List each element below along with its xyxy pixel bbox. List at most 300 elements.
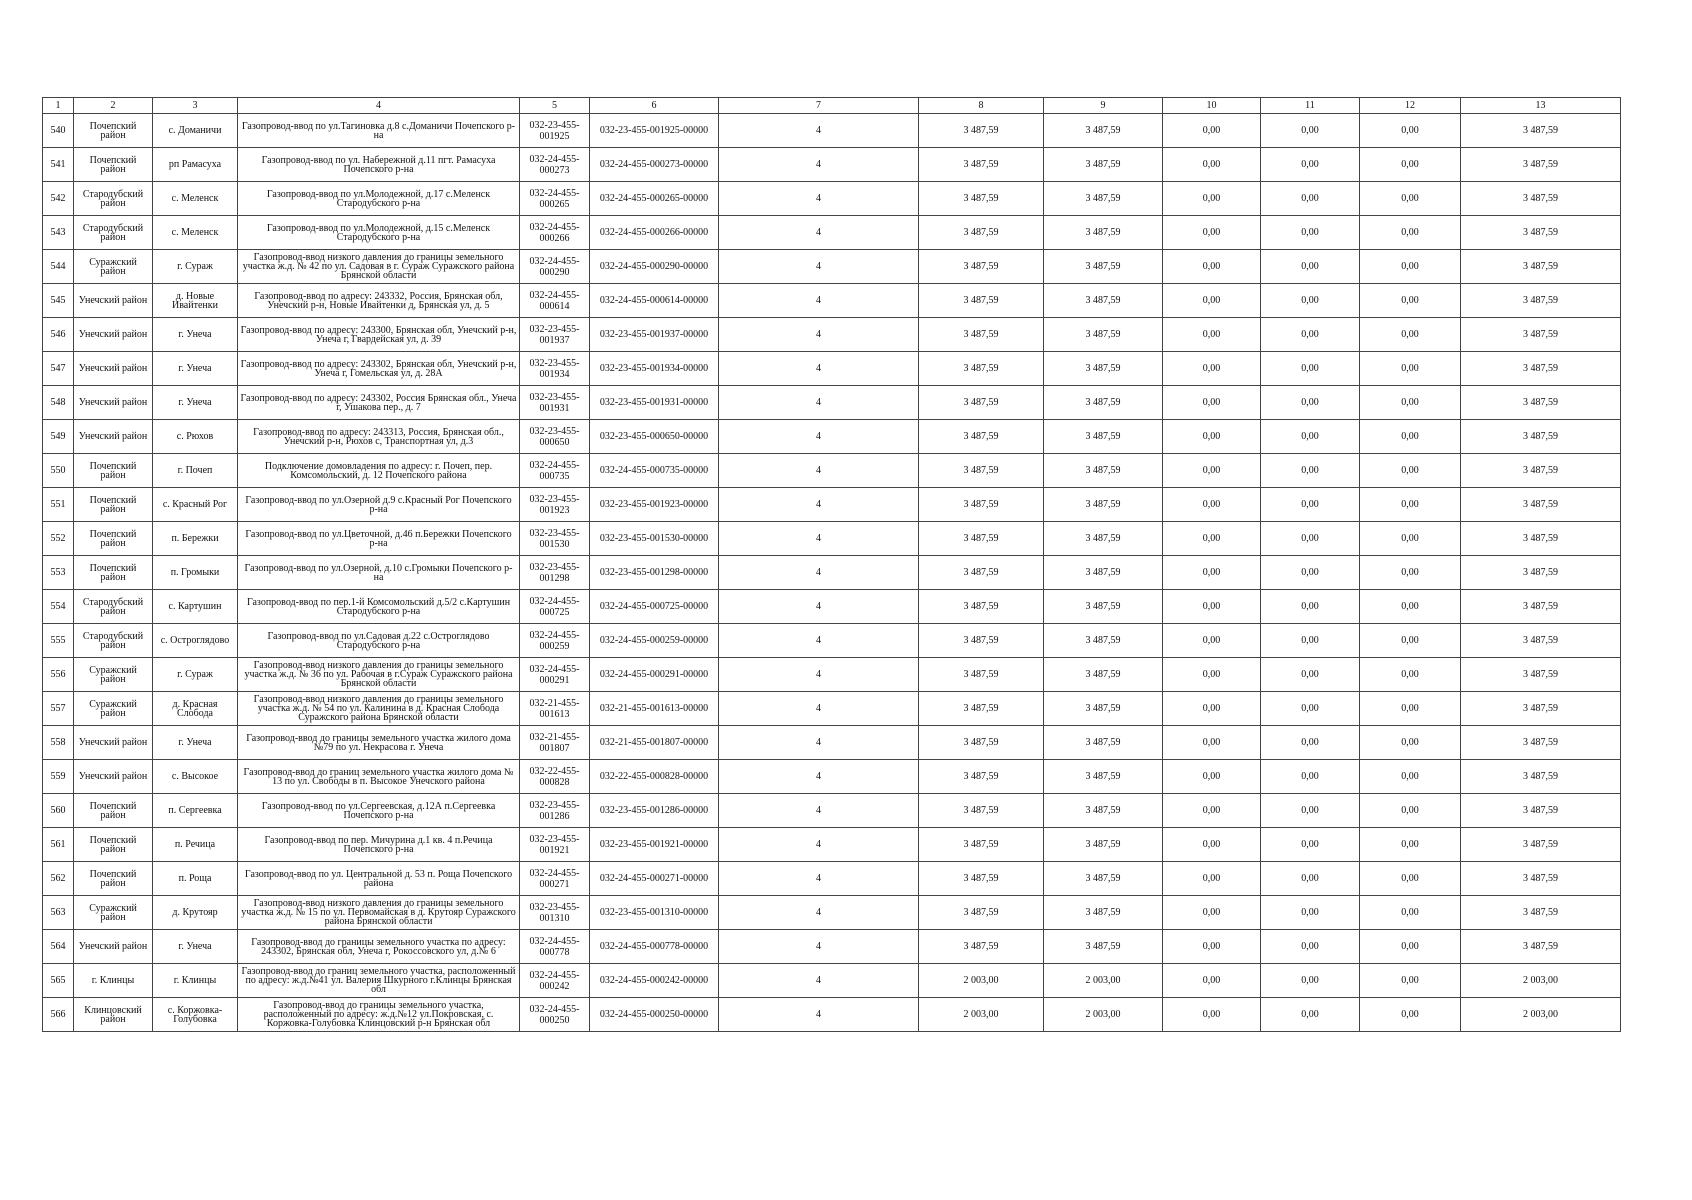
cell-column-13: 3 487,59 [1461,828,1621,862]
cell-column-12: 0,00 [1360,522,1461,556]
cell-inventory-code: 032-23-455-001530-00000 [590,522,719,556]
cell-district: Унечский район [74,318,153,352]
cell-column-11: 0,00 [1261,488,1360,522]
cell-column-12: 0,00 [1360,658,1461,692]
cell-short-code: 032-24-455-000614 [520,284,590,318]
column-header: 4 [238,98,520,114]
cell-district: Унечский район [74,420,153,454]
cell-column-13: 2 003,00 [1461,964,1621,998]
cell-settlement: г. Унеча [153,726,238,760]
cell-column-11: 0,00 [1261,828,1360,862]
cell-settlement: с. Доманичи [153,114,238,148]
cell-object-description: Газопровод-ввод по пер.1-й Комсомольский д.5/2 с.Картушин Стародубского р-на [238,590,520,624]
cell-column-13: 3 487,59 [1461,556,1621,590]
cell-column-8: 3 487,59 [919,488,1044,522]
cell-object-description: Газопровод-ввод низкого давления до границы земельного участка ж.д. № 54 по ул. Калинина в д. Красная Слобода Суражского района Брянской области [238,692,520,726]
cell-column-13: 3 487,59 [1461,454,1621,488]
cell-column-10: 0,00 [1163,386,1261,420]
cell-short-code: 032-23-455-001921 [520,828,590,862]
cell-object-description: Газопровод-ввод по ул.Сергеевская, д.12А п.Сергеевка Почепского р-на [238,794,520,828]
cell-column-8: 3 487,59 [919,250,1044,284]
table-row [43,930,1621,964]
cell-column-11: 0,00 [1261,216,1360,250]
cell-column-8: 3 487,59 [919,726,1044,760]
cell-district: Почепский район [74,488,153,522]
cell-column-12: 0,00 [1360,114,1461,148]
cell-settlement: г. Клинцы [153,964,238,998]
cell-district: Унечский район [74,352,153,386]
cell-column-8: 3 487,59 [919,760,1044,794]
cell-column-10: 0,00 [1163,828,1261,862]
cell-column-7: 4 [719,692,919,726]
cell-column-8: 3 487,59 [919,556,1044,590]
cell-district: Почепский район [74,148,153,182]
register-table [42,97,1621,1032]
column-header: 13 [1461,98,1621,114]
cell-inventory-code: 032-23-455-001298-00000 [590,556,719,590]
cell-column-9: 2 003,00 [1044,964,1163,998]
cell-column-8: 3 487,59 [919,216,1044,250]
column-header: 11 [1261,98,1360,114]
table-row [43,454,1621,488]
table-row [43,828,1621,862]
cell-settlement: с. Высокое [153,760,238,794]
cell-column-13: 3 487,59 [1461,590,1621,624]
cell-column-11: 0,00 [1261,862,1360,896]
cell-column-8: 3 487,59 [919,284,1044,318]
cell-column-10: 0,00 [1163,318,1261,352]
cell-column-11: 0,00 [1261,522,1360,556]
cell-column-7: 4 [719,182,919,216]
cell-column-11: 0,00 [1261,726,1360,760]
cell-column-13: 3 487,59 [1461,522,1621,556]
cell-district: Суражский район [74,692,153,726]
cell-short-code: 032-23-455-001923 [520,488,590,522]
table-row [43,386,1621,420]
table-row [43,556,1621,590]
cell-column-8: 3 487,59 [919,352,1044,386]
cell-column-13: 3 487,59 [1461,182,1621,216]
cell-object-description: Газопровод-ввод до границ земельного участка жилого дома № 13 по ул. Свободы в п. Высокое Унечского района [238,760,520,794]
cell-short-code: 032-24-455-000265 [520,182,590,216]
cell-row-number: 544 [43,250,74,284]
cell-row-number: 543 [43,216,74,250]
cell-column-7: 4 [719,828,919,862]
cell-column-13: 3 487,59 [1461,692,1621,726]
cell-column-9: 3 487,59 [1044,590,1163,624]
cell-settlement: с. Меленск [153,182,238,216]
cell-object-description: Газопровод-ввод по ул. Центральной д. 53 п. Роща Почепского района [238,862,520,896]
cell-settlement: с. Меленск [153,216,238,250]
cell-settlement: г. Сураж [153,250,238,284]
cell-column-12: 0,00 [1360,318,1461,352]
cell-object-description: Газопровод-ввод низкого давления до границы земельного участка ж.д. № 36 по ул. Рабочая в г.Сураж Суражского района Брянской области [238,658,520,692]
cell-column-9: 3 487,59 [1044,896,1163,930]
cell-object-description: Газопровод-ввод низкого давления до границы земельного участка ж.д. № 42 по ул. Садовая в г. Сураж Суражского района Брянской области [238,250,520,284]
table-row [43,488,1621,522]
cell-object-description: Газопровод-ввод по адресу: 243302, Брянская обл, Унечский р-н, Унеча г, Гомельская ул, д. 28А [238,352,520,386]
table-row [43,216,1621,250]
cell-inventory-code: 032-23-455-000650-00000 [590,420,719,454]
cell-column-13: 3 487,59 [1461,386,1621,420]
cell-short-code: 032-23-455-001310 [520,896,590,930]
cell-settlement: п. Роща [153,862,238,896]
cell-column-9: 3 487,59 [1044,522,1163,556]
cell-inventory-code: 032-24-455-000725-00000 [590,590,719,624]
cell-short-code: 032-24-455-000778 [520,930,590,964]
table-row [43,862,1621,896]
table-row [43,148,1621,182]
column-header: 2 [74,98,153,114]
cell-column-13: 3 487,59 [1461,284,1621,318]
cell-settlement: с. Остроглядово [153,624,238,658]
cell-row-number: 566 [43,998,74,1032]
table-row [43,896,1621,930]
cell-column-11: 0,00 [1261,556,1360,590]
cell-column-11: 0,00 [1261,896,1360,930]
cell-row-number: 559 [43,760,74,794]
cell-inventory-code: 032-23-455-001286-00000 [590,794,719,828]
cell-row-number: 546 [43,318,74,352]
cell-short-code: 032-23-455-001937 [520,318,590,352]
cell-inventory-code: 032-24-455-000242-00000 [590,964,719,998]
column-header: 6 [590,98,719,114]
cell-column-7: 4 [719,284,919,318]
cell-column-7: 4 [719,250,919,284]
cell-settlement: г. Почеп [153,454,238,488]
cell-object-description: Газопровод-ввод по ул.Озерной, д.10 с.Громыки Почепского р-на [238,556,520,590]
header-row [43,98,1621,114]
cell-row-number: 555 [43,624,74,658]
cell-settlement: г. Унеча [153,930,238,964]
cell-object-description: Газопровод-ввод по ул.Цветочной, д.46 п.Бережки Почепского р-на [238,522,520,556]
cell-settlement: с. Рюхов [153,420,238,454]
cell-district: Суражский район [74,896,153,930]
cell-column-7: 4 [719,726,919,760]
cell-row-number: 548 [43,386,74,420]
cell-object-description: Газопровод-ввод низкого давления до границы земельного участка ж.д. № 15 по ул. Первомайская в д. Крутояр Суражского района Брянской области [238,896,520,930]
cell-short-code: 032-24-455-000259 [520,624,590,658]
cell-column-12: 0,00 [1360,250,1461,284]
cell-column-12: 0,00 [1360,964,1461,998]
cell-column-10: 0,00 [1163,522,1261,556]
cell-column-11: 0,00 [1261,250,1360,284]
cell-column-12: 0,00 [1360,386,1461,420]
cell-column-11: 0,00 [1261,794,1360,828]
cell-column-8: 2 003,00 [919,998,1044,1032]
cell-column-9: 3 487,59 [1044,216,1163,250]
cell-district: Почепский район [74,862,153,896]
cell-row-number: 562 [43,862,74,896]
cell-row-number: 541 [43,148,74,182]
cell-inventory-code: 032-24-455-000778-00000 [590,930,719,964]
cell-column-12: 0,00 [1360,216,1461,250]
cell-inventory-code: 032-24-455-000271-00000 [590,862,719,896]
cell-column-7: 4 [719,760,919,794]
cell-district: Унечский район [74,930,153,964]
cell-inventory-code: 032-24-455-000735-00000 [590,454,719,488]
cell-settlement: п. Сергеевка [153,794,238,828]
cell-district: Почепский район [74,114,153,148]
cell-district: Клинцовский район [74,998,153,1032]
cell-column-13: 3 487,59 [1461,318,1621,352]
cell-column-10: 0,00 [1163,284,1261,318]
column-header: 3 [153,98,238,114]
cell-column-12: 0,00 [1360,352,1461,386]
cell-column-9: 2 003,00 [1044,998,1163,1032]
cell-column-10: 0,00 [1163,794,1261,828]
cell-row-number: 560 [43,794,74,828]
cell-inventory-code: 032-24-455-000291-00000 [590,658,719,692]
cell-object-description: Подключение домовладения по адресу: г. Почеп, пер. Комсомольский, д. 12 Почепского района [238,454,520,488]
cell-short-code: 032-24-455-000266 [520,216,590,250]
cell-column-13: 3 487,59 [1461,760,1621,794]
cell-column-11: 0,00 [1261,420,1360,454]
cell-column-8: 3 487,59 [919,522,1044,556]
table-row [43,998,1621,1032]
cell-column-8: 3 487,59 [919,692,1044,726]
cell-column-9: 3 487,59 [1044,386,1163,420]
cell-column-13: 3 487,59 [1461,624,1621,658]
cell-column-7: 4 [719,930,919,964]
table-row [43,692,1621,726]
cell-column-9: 3 487,59 [1044,556,1163,590]
cell-column-12: 0,00 [1360,692,1461,726]
cell-district: Стародубский район [74,182,153,216]
cell-column-12: 0,00 [1360,454,1461,488]
cell-column-12: 0,00 [1360,284,1461,318]
cell-column-10: 0,00 [1163,556,1261,590]
cell-inventory-code: 032-23-455-001310-00000 [590,896,719,930]
cell-column-9: 3 487,59 [1044,352,1163,386]
cell-inventory-code: 032-24-455-000259-00000 [590,624,719,658]
table-row [43,522,1621,556]
cell-column-7: 4 [719,352,919,386]
cell-object-description: Газопровод-ввод по ул.Молодежной, д.17 с.Меленск Стародубского р-на [238,182,520,216]
table-row [43,318,1621,352]
cell-inventory-code: 032-23-455-001931-00000 [590,386,719,420]
cell-column-7: 4 [719,318,919,352]
cell-inventory-code: 032-23-455-001937-00000 [590,318,719,352]
table-row [43,250,1621,284]
table-row [43,658,1621,692]
cell-short-code: 032-24-455-000273 [520,148,590,182]
cell-district: г. Клинцы [74,964,153,998]
cell-district: Стародубский район [74,216,153,250]
cell-settlement: д. Новые Ивайтенки [153,284,238,318]
cell-column-12: 0,00 [1360,794,1461,828]
cell-short-code: 032-24-455-000290 [520,250,590,284]
cell-short-code: 032-24-455-000291 [520,658,590,692]
cell-inventory-code: 032-23-455-001925-00000 [590,114,719,148]
cell-column-8: 2 003,00 [919,964,1044,998]
cell-row-number: 554 [43,590,74,624]
table-row [43,182,1621,216]
cell-row-number: 558 [43,726,74,760]
cell-column-9: 3 487,59 [1044,794,1163,828]
cell-settlement: г. Сураж [153,658,238,692]
cell-object-description: Газопровод-ввод по ул.Тагиновка д.8 с.Доманичи Почепского р-на [238,114,520,148]
cell-settlement: с. Красный Рог [153,488,238,522]
cell-inventory-code: 032-21-455-001613-00000 [590,692,719,726]
cell-column-8: 3 487,59 [919,930,1044,964]
cell-settlement: п. Громыки [153,556,238,590]
cell-column-8: 3 487,59 [919,454,1044,488]
cell-column-8: 3 487,59 [919,862,1044,896]
cell-district: Унечский район [74,726,153,760]
cell-column-13: 3 487,59 [1461,352,1621,386]
cell-short-code: 032-23-455-001530 [520,522,590,556]
cell-column-13: 3 487,59 [1461,862,1621,896]
cell-column-12: 0,00 [1360,624,1461,658]
cell-row-number: 553 [43,556,74,590]
cell-column-9: 3 487,59 [1044,114,1163,148]
cell-column-8: 3 487,59 [919,182,1044,216]
table-row [43,726,1621,760]
cell-settlement: д. Красная Слобода [153,692,238,726]
cell-column-13: 3 487,59 [1461,794,1621,828]
cell-column-9: 3 487,59 [1044,284,1163,318]
cell-row-number: 540 [43,114,74,148]
cell-column-12: 0,00 [1360,930,1461,964]
column-header: 12 [1360,98,1461,114]
cell-column-7: 4 [719,386,919,420]
cell-column-10: 0,00 [1163,726,1261,760]
cell-row-number: 550 [43,454,74,488]
cell-object-description: Газопровод-ввод по ул. Набережной д.11 пгт. Рамасуха Почепского р-на [238,148,520,182]
cell-column-11: 0,00 [1261,692,1360,726]
cell-column-9: 3 487,59 [1044,148,1163,182]
column-header: 8 [919,98,1044,114]
cell-row-number: 564 [43,930,74,964]
cell-short-code: 032-23-455-001286 [520,794,590,828]
cell-row-number: 557 [43,692,74,726]
cell-object-description: Газопровод-ввод по адресу: 243300, Брянская обл, Унечский р-н, Унеча г, Гвардейская ул, д. 39 [238,318,520,352]
cell-column-11: 0,00 [1261,284,1360,318]
table-row [43,420,1621,454]
cell-row-number: 549 [43,420,74,454]
cell-column-10: 0,00 [1163,896,1261,930]
cell-column-11: 0,00 [1261,148,1360,182]
cell-column-10: 0,00 [1163,488,1261,522]
column-header: 1 [43,98,74,114]
cell-column-7: 4 [719,454,919,488]
cell-district: Суражский район [74,250,153,284]
cell-object-description: Газопровод-ввод до границы земельного участка, расположенный по адресу: ж.д.№12 ул.Покровская, с. Коржовка-Голубовка Клинцовский р-н Брянская обл [238,998,520,1032]
cell-short-code: 032-24-455-000725 [520,590,590,624]
cell-short-code: 032-21-455-001807 [520,726,590,760]
cell-column-9: 3 487,59 [1044,318,1163,352]
cell-column-11: 0,00 [1261,386,1360,420]
cell-row-number: 556 [43,658,74,692]
cell-column-9: 3 487,59 [1044,692,1163,726]
cell-district: Унечский район [74,760,153,794]
cell-column-10: 0,00 [1163,998,1261,1032]
cell-column-9: 3 487,59 [1044,182,1163,216]
cell-column-9: 3 487,59 [1044,930,1163,964]
cell-column-9: 3 487,59 [1044,862,1163,896]
cell-column-10: 0,00 [1163,862,1261,896]
cell-district: Унечский район [74,284,153,318]
cell-row-number: 547 [43,352,74,386]
cell-column-9: 3 487,59 [1044,624,1163,658]
table-row [43,794,1621,828]
column-header: 9 [1044,98,1163,114]
cell-column-12: 0,00 [1360,998,1461,1032]
cell-column-12: 0,00 [1360,420,1461,454]
cell-row-number: 552 [43,522,74,556]
column-header: 7 [719,98,919,114]
cell-district: Почепский район [74,522,153,556]
cell-column-7: 4 [719,964,919,998]
cell-column-9: 3 487,59 [1044,420,1163,454]
cell-column-13: 3 487,59 [1461,488,1621,522]
cell-inventory-code: 032-24-455-000250-00000 [590,998,719,1032]
cell-inventory-code: 032-21-455-001807-00000 [590,726,719,760]
cell-district: Почепский район [74,454,153,488]
cell-column-8: 3 487,59 [919,318,1044,352]
cell-inventory-code: 032-24-455-000266-00000 [590,216,719,250]
cell-inventory-code: 032-24-455-000265-00000 [590,182,719,216]
cell-column-7: 4 [719,998,919,1032]
cell-column-10: 0,00 [1163,216,1261,250]
cell-column-7: 4 [719,488,919,522]
cell-column-10: 0,00 [1163,624,1261,658]
cell-column-10: 0,00 [1163,454,1261,488]
cell-column-7: 4 [719,556,919,590]
cell-column-7: 4 [719,148,919,182]
table-row [43,114,1621,148]
cell-settlement: с. Коржовка-Голубовка [153,998,238,1032]
cell-column-9: 3 487,59 [1044,658,1163,692]
cell-column-11: 0,00 [1261,760,1360,794]
cell-column-12: 0,00 [1360,488,1461,522]
cell-inventory-code: 032-24-455-000614-00000 [590,284,719,318]
cell-column-8: 3 487,59 [919,828,1044,862]
cell-inventory-code: 032-24-455-000290-00000 [590,250,719,284]
cell-column-10: 0,00 [1163,760,1261,794]
cell-column-13: 3 487,59 [1461,658,1621,692]
cell-column-8: 3 487,59 [919,794,1044,828]
cell-column-10: 0,00 [1163,692,1261,726]
cell-column-12: 0,00 [1360,896,1461,930]
cell-object-description: Газопровод-ввод до границы земельного участка по адресу: 243302, Брянская обл, Унеча г, Рокоссовского ул, д.№ 6 [238,930,520,964]
cell-column-10: 0,00 [1163,590,1261,624]
cell-column-12: 0,00 [1360,760,1461,794]
cell-column-11: 0,00 [1261,658,1360,692]
cell-inventory-code: 032-23-455-001923-00000 [590,488,719,522]
cell-column-11: 0,00 [1261,352,1360,386]
table-row [43,964,1621,998]
cell-column-11: 0,00 [1261,930,1360,964]
cell-column-7: 4 [719,590,919,624]
cell-column-13: 3 487,59 [1461,726,1621,760]
cell-column-9: 3 487,59 [1044,454,1163,488]
cell-column-7: 4 [719,114,919,148]
cell-row-number: 542 [43,182,74,216]
table-row [43,284,1621,318]
cell-column-8: 3 487,59 [919,148,1044,182]
cell-column-7: 4 [719,216,919,250]
cell-column-12: 0,00 [1360,556,1461,590]
cell-column-8: 3 487,59 [919,624,1044,658]
cell-column-11: 0,00 [1261,590,1360,624]
cell-column-7: 4 [719,624,919,658]
cell-object-description: Газопровод-ввод по адресу: 243302, Россия Брянская обл., Унеча г, Ушакова пер., д. 7 [238,386,520,420]
cell-column-10: 0,00 [1163,250,1261,284]
cell-district: Почепский район [74,794,153,828]
cell-column-13: 3 487,59 [1461,896,1621,930]
